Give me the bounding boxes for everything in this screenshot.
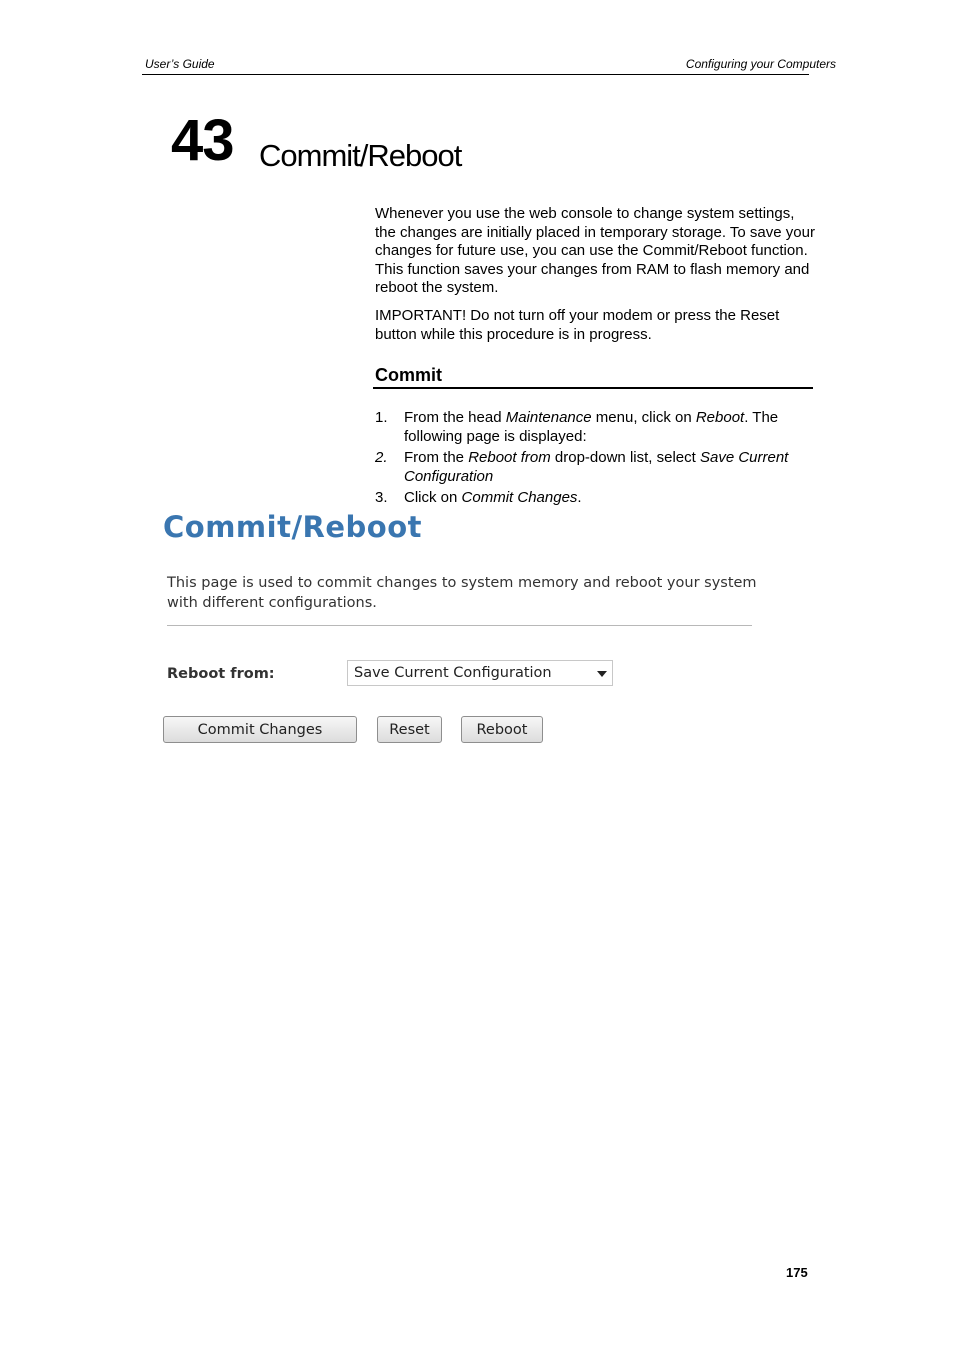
list-item [375, 409, 815, 446]
step-text-part: . [577, 489, 582, 507]
chapter-title: Commit/Reboot [259, 138, 462, 173]
embedded-screenshot [160, 508, 760, 753]
reset-button[interactable]: Reset [377, 716, 442, 743]
reboot-button[interactable]: Reboot [461, 716, 543, 743]
step-text-emphasis: Reboot from [468, 449, 551, 467]
step-text-part: From the head [404, 409, 506, 426]
page-header-right: Configuring your Computers [685, 57, 836, 71]
step-number: 1. [375, 409, 388, 426]
steps-list [375, 409, 815, 511]
reboot-from-label: Reboot from: [167, 666, 275, 682]
step-text [404, 449, 815, 486]
screenshot-description: This page is used to commit changes to system memory and reboot your system with different configurations. [167, 575, 757, 611]
list-item [375, 449, 815, 486]
section-heading: Commit [375, 365, 442, 385]
page-number: 175 [786, 1265, 808, 1280]
step-text-part: . The following page is displayed: [404, 409, 779, 445]
step-number: 3. [375, 489, 388, 507]
section-rule [373, 387, 813, 389]
step-text-part: Click on [404, 489, 462, 507]
step-text [404, 489, 815, 508]
reboot-from-select[interactable] [347, 660, 613, 686]
page-header-left: User’s Guide [145, 57, 215, 71]
screenshot-title: Commit/Reboot [163, 510, 423, 544]
step-text-part: drop-down list, select [550, 449, 700, 467]
step-text-emphasis: Commit Changes [461, 489, 578, 507]
screenshot-divider [167, 625, 752, 626]
chapter-number: 43 [171, 108, 234, 173]
intro-paragraph-1: Whenever you use the web console to change system settings, the changes are initially placed in temporary storage. To save your changes for future use, you can use the Commit/Reboot function. This function saves your changes from RAM to flash memory and reboot the system. [375, 205, 815, 297]
step-text-emphasis: Save Current Configuration [404, 449, 789, 485]
intro-paragraph-2: IMPORTANT! Do not turn off your modem or press the Reset button while this procedure is in progress. [375, 307, 780, 343]
header-rule [142, 74, 809, 75]
step-text-part: menu, click on [591, 409, 696, 426]
chevron-down-icon [597, 671, 607, 677]
step-text-emphasis: Maintenance [505, 409, 592, 426]
commit-changes-button[interactable]: Commit Changes [163, 716, 357, 743]
step-text [404, 409, 815, 446]
step-text-part: From the [404, 449, 469, 467]
step-text-emphasis: Reboot [695, 409, 745, 426]
list-item [375, 489, 815, 508]
reboot-from-select-value: Save Current Configuration [354, 665, 552, 681]
step-number: 2. [375, 449, 388, 467]
